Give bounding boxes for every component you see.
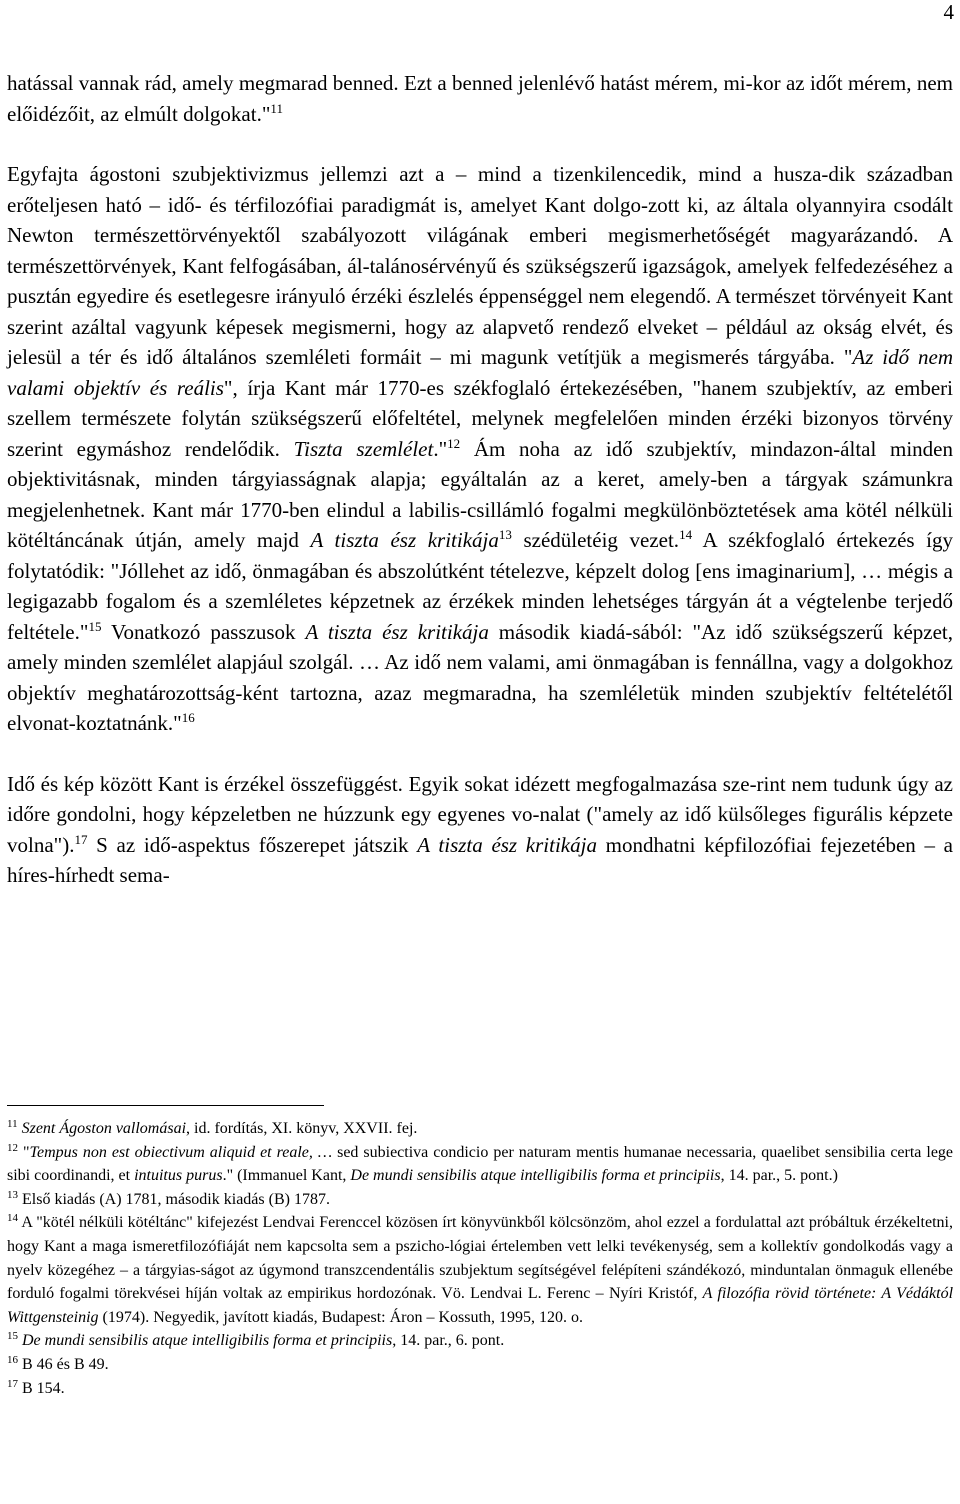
footnotes (7, 1117, 953, 1400)
italic-text: De mundi sensibilis atque intelligibilis forma et principiis (22, 1332, 393, 1350)
footnote-ref: 16 (181, 710, 195, 725)
text-run: ." (Immanuel Kant, (222, 1167, 351, 1185)
footnote-ref: 16 (7, 1353, 18, 1366)
footnote-15 (7, 1329, 953, 1353)
text-run: Első kiadás (A) 1781, második kiadás (B) 1787. (18, 1190, 330, 1208)
footnote-ref: 11 (270, 100, 283, 116)
text-run: ", írja Kant már 1770-es székfoglaló értekezésében, "hanem szubjektív, az emberi szellem természete folytán szükségszerű előfeltétel, melynek megfelelően minden érzéki bizonyos törvény szerint egymáshoz rendelődik. (7, 375, 953, 461)
text-run: Egyfajta ágostoni szubjektivizmus jellemzi azt a – mind a tizenkilencedik, mind a husza-dik században erőteljesen ható – idő- és térfilozófiai paradigmát is, amelyet Kant dolgo-zott ki, az általa olyannyira csodált Newton természettörvényektől szabályozott világának emberi megismerhetőségét magyarázandó. A természettörvények, Kant felfogásában, ál-talánosérvényű és szükségszerű igazságok, amelyek felfedezéséhez a pusztán egyedire és esetlegesre irányuló érzéki észlelés éppenséggel nem elegendő. A természet törvényeit Kant szerint azáltal vagyunk képesek megismerni, hogy az alapvető rendező elveket – például az okság elvét, és jelesül a tér és idő általános szemléleti formáit – mi magunk vetítjük a megismerés tárgyába. " (7, 162, 953, 369)
text-run: Ám noha az idő szubjektív, mindazon-által minden objektivitásnak, minden tárgyiasságnak alapja; egyáltalán az a keret, amely-ben a tárgyak számunkra megjelenhetnek. Kant már 1770-ben elindul a labilis-csillámló fogalmi megkülönböztetések ama kötél nélküli kötéltáncának útján, amely majd (7, 436, 953, 552)
footnote-ref: 14 (7, 1212, 18, 1225)
text-run: hatással vannak rád, amely megmarad benned. Ezt a benned jelenlévő hatást mérem, mi-kor az időt mérem, nem előidézőit, az elmúlt dolgokat." (7, 71, 953, 126)
footnote-separator (7, 1105, 324, 1106)
text-run: Idő és kép között Kant is érzékel összefüggést. Egyik sokat idézett megfogalmazása sze-rint nem tudunk úgy az időre gondolni, hogy képzeletben ne húzzunk egy egyenes vo-nalat ("amely az idő külsőleges figurális képzete volna"). (7, 771, 953, 857)
text-run: , 14. par., 5. pont.) (720, 1167, 838, 1185)
paragraph-3 (7, 769, 953, 891)
text-run: sed subiectiva condicio per naturam mentis humanae necessaria, quaelibet sensibilia certa lege sibi coordinandi, et (7, 1143, 954, 1185)
footnote-16 (7, 1353, 953, 1377)
footnote-ref: 17 (7, 1377, 18, 1390)
text-run: B 46 és B 49. (18, 1355, 109, 1373)
footnote-ref: 13 (7, 1188, 18, 1201)
text-run: , 14. par., 6. pont. (392, 1332, 505, 1350)
footnote-12 (7, 1141, 953, 1188)
paragraph-2 (7, 159, 953, 739)
footnote-ref: 13 (498, 527, 512, 542)
footnote-ref: 15 (88, 618, 102, 634)
text-run: (1974). Negyedik, javított kiadás, Budapest: Áron – Kossuth, 1995, 120. o. (98, 1308, 583, 1326)
page-number: 4 (943, 0, 954, 24)
footnote-14 (7, 1211, 953, 1329)
footnote-ref: 17 (74, 831, 88, 847)
italic-text: Az idő nem valami objektív és reális (7, 345, 953, 400)
italic-text: Tiszta szemlélet (293, 436, 434, 461)
text-run: A székfoglaló értekezés így folytatódik: "Jóllehet az idő, önmagában és abszolútként tételezve, képzelt dolog [ens imaginarium], … mégis a legigazabb fogalom és a szemléletes képzetnek az érzékek minden lehetséges tárgyán át a végtelenbe terjedő feltétele." (7, 528, 953, 644)
italic-text: A tiszta ész kritikája (310, 528, 499, 552)
footnote-ref: 15 (7, 1330, 18, 1343)
text-run: S az idő-aspektus főszerepet játszik (87, 832, 418, 857)
text-run: mondhatni képfilozófiai fejezetében – a híres-hírhedt sema- (7, 832, 953, 887)
text-run: szédületéig vezet. (511, 528, 680, 552)
text-run: A "kötél nélküli kötéltánc" kifejezést Lendvai Ferenccel közösen írt könyvünkből kölcsönzöm, ahol ezzel a fordulattal azt próbáltuk érzékeltetni, hogy Kant a maga ismeretfilozófiáját nem kapcsolta sem a pszicho-lógiai értelemben vett lelki tevékenység, sem a kollektív gondolkodás vagy a nyelv közegéhez – a tárgyias-ságot az úgymond transzcendentális szubjektum segítségével felépíteni szándékozó, minduntalan önmaguk ellenébe forduló fogalmi törekvései híján voltak az empirikus hordozónak. Vö. Lendvai L. Ferenc – Nyíri Kristóf, (7, 1214, 953, 1303)
text-run: " (18, 1143, 30, 1161)
text-run: Vonatkozó passzusok (101, 619, 306, 644)
main-text (7, 68, 953, 891)
italic-text: Tempus non est obiectivum aliquid et reale, … (29, 1143, 333, 1161)
text-run: második kiadá-sából: "Az idő szükségszerű képzet, amely minden szemlélet alapjául szolgál. … Az idő nem valami, ami önmagában is fennállna, vagy a dolgokhoz objektív meghatározottság-ként tartozna, azaz megmaradna, ha szemléletük minden szubjektív feltételétől elvonat-koztatnánk." (7, 619, 953, 735)
italic-text: intuitus purus (134, 1167, 223, 1185)
italic-text: A filozófia rövid története: A Védáktól Wittgensteinig (7, 1285, 954, 1326)
text-run: , id. fordítás, XI. könyv, XXVII. fej. (186, 1120, 418, 1137)
italic-text: A tiszta ész kritikája (305, 619, 489, 644)
text-run: ." (433, 436, 448, 461)
footnote-ref: 14 (679, 527, 693, 542)
italic-text: De mundi sensibilis atque intelligibilis forma et principiis (350, 1167, 721, 1185)
footnote-11 (7, 1117, 953, 1141)
footnote-ref: 12 (447, 435, 461, 451)
italic-text: A tiszta ész kritikája (417, 832, 597, 857)
text-run: B 154. (18, 1379, 65, 1397)
paragraph-1 (7, 68, 953, 129)
footnote-17 (7, 1377, 953, 1401)
footnote-ref: 11 (7, 1118, 18, 1130)
footnote-13 (7, 1188, 953, 1212)
italic-text: Szent Ágoston vallomásai (21, 1120, 187, 1137)
footnote-ref: 12 (7, 1141, 18, 1154)
